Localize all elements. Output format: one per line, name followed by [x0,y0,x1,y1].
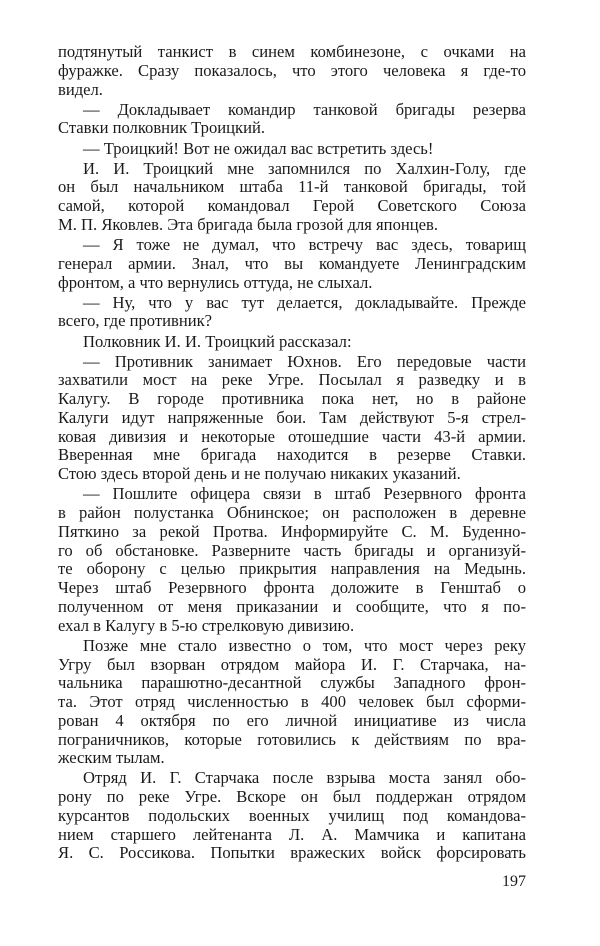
text-line: те оборону с целью прикрытия направления на Медынь. [58,559,526,579]
paragraph [58,43,526,99]
text-line: та. Этот отряд численностью в 400 человек был сформи- [58,692,526,712]
text-line: генерал армии. Знал, что вы командуете Ленинградским [58,253,526,273]
text-line: фронтом, а что вернулись оттуда, не слыхал. [58,272,373,292]
text-line: Вверенная мне бригада находится в резерве Ставки. [58,445,526,465]
text-line: Ставки полковник Троицкий. [58,118,265,138]
text-line: захватили мост на реке Угре. Посылал я разведку и в [58,370,526,390]
text-line: Полковник И. И. Троицкий рассказал: [83,331,352,351]
text-line: Калуги идут напряженные бои. Там действуют 5-я стрел- [58,407,526,427]
text-line: Пяткино за рекой Протва. Информируйте С. М. Буденно- [58,521,526,541]
paragraph [58,637,526,768]
text-line: Угру был взорван отрядом майора И. Г. Старчака, на- [58,654,526,674]
text-line: чальника парашютно-десантной службы Западного фрон- [58,673,526,693]
page-number: 197 [502,873,526,890]
text-line: пограничников, которые готовились к действиям по вра- [58,729,526,749]
text-line: он был начальником штаба 11-й танковой бригады, той [58,177,526,197]
text-line: ковая дивизия и некоторые отошедшие части 43-й армии. [58,426,526,446]
paragraph [58,101,526,139]
text-line: самой, которой командовал Герой Советского Союза [58,196,526,216]
text-line: всего, где противник? [58,311,213,331]
text-line: ехал в Калугу в 5-ю стрелковую дивизию. [58,615,355,635]
paragraph [58,294,526,332]
text-line: — Докладывает командир танковой бригады резерва [83,99,526,119]
text-line: жеским тылам. [58,748,165,768]
text-line: М. П. Яковлев. Эта бригада была грозой для японцев. [58,214,438,234]
text-line: — Троицкий! Вот не ожидал вас встретить здесь! [83,138,434,158]
text-line: Я. С. Россикова. Попытки вражеских войск форсировать [58,843,526,863]
text-line: Калугу. В городе противника пока нет, но в районе [58,389,526,409]
text-line: — Противник занимает Юхнов. Его передовые части [83,351,526,371]
text-line: го об обстановке. Разверните часть бригады и организуй- [58,540,526,560]
text-line: рован 4 октября по его личной инициативе из числа [58,710,526,730]
text-line: в район полустанка Обнинское; он расположен в деревне [58,503,526,523]
text-line: Позже мне стало известно о том, что мост через реку [83,635,526,655]
text-line: рону по реке Угре. Вскоре он был поддержан отрядом [58,787,526,807]
text-line: фуражке. Сразу показалось, что этого человека я где-то [58,60,526,80]
text-line: Через штаб Резервного фронта доложите в Генштаб о [58,578,526,598]
text-line: нием старшего лейтенанта Л. А. Мамчика и капитана [58,824,526,844]
paragraph [58,236,526,292]
text-line: Отряд И. Г. Старчака после взрыва моста занял обо- [83,768,526,788]
text-line: — Пошлите офицера связи в штаб Резервного фронта [83,484,526,504]
paragraph [58,333,526,352]
text-line: полученном от меня приказании и сообщите, что я по- [58,596,526,616]
text-line: — Ну, что у вас тут делается, докладывайте. Прежде [83,292,526,312]
page-body [58,43,526,863]
paragraph [58,485,526,635]
text-line: И. И. Троицкий мне запомнился по Халхин-Голу, где [83,158,526,178]
text-line: — Я тоже не думал, что встречу вас здесь, товарищ [83,235,526,255]
paragraph [58,769,526,863]
text-line: Стою здесь второй день и не получаю никаких указаний. [58,464,461,484]
paragraph [58,140,526,159]
text-line: курсантов подольских военных училищ под командова- [58,805,526,825]
paragraph [58,160,526,235]
text-line: видел. [58,79,103,99]
paragraph [58,353,526,484]
text-line: подтянутый танкист в синем комбинезоне, с очками на [58,42,526,61]
